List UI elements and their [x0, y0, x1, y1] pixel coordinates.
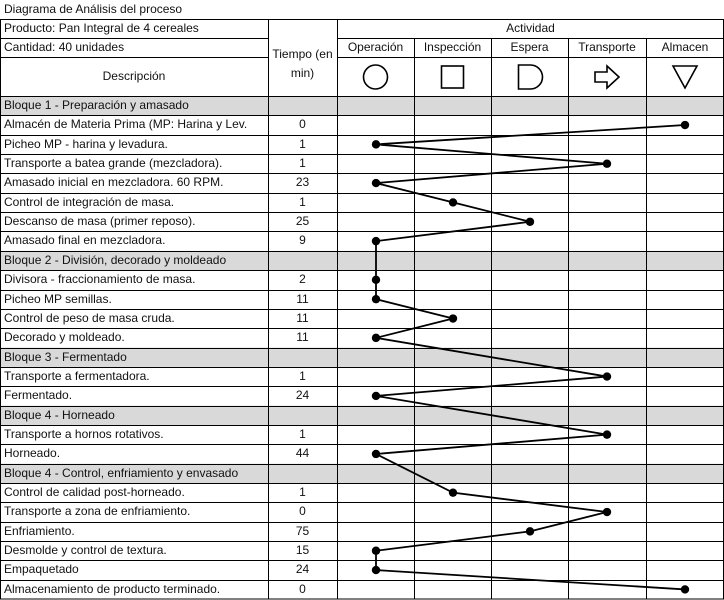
flow-point [372, 547, 380, 555]
step-time: 25 [295, 214, 310, 229]
flow-point [526, 527, 534, 535]
step-description: Transporte a zona de enfriamiento. [4, 504, 191, 519]
flow-point [603, 430, 611, 438]
activity-label: Almacen [661, 40, 709, 54]
flow-point [372, 450, 380, 458]
step-time: 1 [299, 136, 306, 151]
description-header: Descripción [102, 69, 166, 83]
flow-point [526, 218, 534, 226]
step-time: 24 [295, 562, 310, 577]
flow-point [681, 585, 689, 593]
step-time: 1 [299, 368, 306, 383]
step-description: Almacén de Materia Prima (MP: Harina y Lev. [4, 117, 248, 132]
step-time: 0 [299, 117, 306, 132]
product-label: Producto: Pan Integral de 4 cereales [4, 21, 199, 35]
flow-point [603, 372, 611, 380]
flow-point [603, 508, 611, 516]
time-header: Tiempo (en min) [272, 47, 333, 80]
step-time: 1 [299, 426, 306, 441]
storage-triangle-icon [673, 66, 697, 88]
flow-point [372, 276, 380, 284]
activity-label: Espera [510, 40, 549, 54]
step-description: Transporte a batea grande (mezcladora). [4, 156, 223, 171]
step-description: Horneado. [4, 446, 61, 461]
step-description: Almacenamiento de producto terminado. [4, 581, 221, 596]
activity-label: Transporte [578, 40, 636, 54]
section-title: Bloque 2 - División, decorado y moldeado [4, 252, 227, 267]
flow-point [372, 392, 380, 400]
step-description: Decorado y moldeado. [4, 330, 125, 345]
flow-point [372, 334, 380, 342]
step-description: Divisora - fraccionamiento de masa. [4, 272, 196, 287]
step-description: Amasado inicial en mezcladora. 60 RPM. [4, 175, 224, 190]
flow-point [372, 140, 380, 148]
transport-arrow-icon [595, 66, 619, 88]
section-title: Bloque 1 - Preparación y amasado [4, 98, 189, 112]
step-description: Control de integración de masa. [4, 194, 175, 209]
flow-point [372, 566, 380, 574]
step-time: 24 [295, 388, 310, 403]
flow-point [681, 121, 689, 129]
step-time: 2 [299, 272, 306, 287]
activity-label: Operación [347, 40, 404, 54]
step-time: 1 [299, 194, 306, 209]
step-description: Transporte a hornos rotativos. [4, 426, 164, 441]
step-time: 11 [296, 310, 309, 325]
flow-point [449, 314, 457, 322]
step-time: 75 [295, 523, 310, 538]
step-description: Control de calidad post-horneado. [4, 485, 185, 499]
flow-point [603, 160, 611, 168]
section-title: Bloque 4 - Control, enfriamiento y envasado [4, 465, 239, 480]
page-title: Diagrama de Análisis del proceso [4, 2, 183, 16]
activity-header: Actividad [506, 21, 555, 35]
step-time: 23 [295, 175, 310, 190]
flow-point [449, 488, 457, 496]
step-time: 15 [295, 543, 310, 558]
step-description: Control de peso de masa cruda. [4, 310, 175, 325]
delay-d-icon [519, 65, 543, 89]
step-description: Desmolde y control de textura. [4, 543, 167, 558]
step-description: Picheo MP - harina y levadura. [4, 136, 168, 151]
step-time: 0 [299, 504, 306, 519]
flow-point [372, 295, 380, 303]
flow-point [449, 198, 457, 206]
step-description: Empaquetado [4, 562, 79, 577]
operation-circle-icon [364, 65, 388, 89]
step-time: 9 [299, 233, 306, 248]
activity-label: Inspección [423, 40, 482, 54]
flow-point [372, 179, 380, 187]
step-description: Picheo MP semillas. [4, 291, 112, 306]
step-time: 11 [296, 330, 309, 345]
flow-point [372, 237, 380, 245]
step-time: 11 [296, 291, 309, 306]
step-description: Descanso de masa (primer reposo). [4, 214, 196, 229]
step-time: 0 [299, 581, 306, 596]
step-description: Fermentado. [4, 388, 73, 403]
step-description: Amasado final en mezcladora. [4, 233, 166, 248]
section-title: Bloque 4 - Horneado [4, 407, 115, 422]
inspection-square-icon [442, 66, 464, 88]
step-time: 44 [295, 446, 310, 461]
step-time: 1 [299, 156, 306, 171]
section-title: Bloque 3 - Fermentado [4, 349, 127, 364]
step-description: Transporte a fermentadora. [4, 368, 150, 383]
step-time: 1 [299, 485, 306, 499]
step-description: Enfriamiento. [4, 523, 75, 538]
quantity-label: Cantidad: 40 unidades [4, 40, 125, 54]
